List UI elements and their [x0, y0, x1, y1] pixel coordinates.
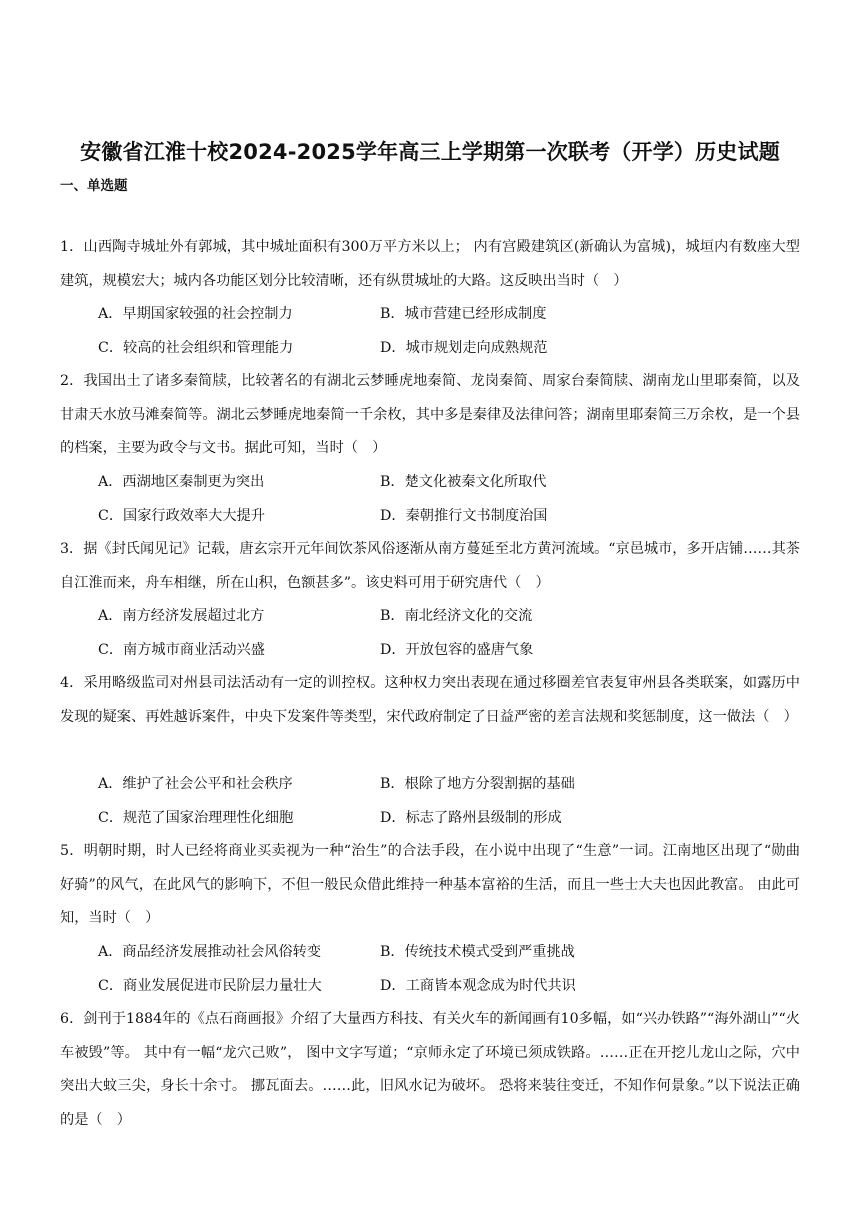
option-c[interactable]: C．较高的社会组织和管理能力 — [98, 340, 294, 356]
option-row — [98, 801, 798, 835]
option-row — [98, 767, 798, 801]
question-3-stem: 3．据《封氏闻见记》记载，唐玄宗开元年间饮茶风俗逐渐从南方蔓延至北方黄河流域。“京邑城市，多开店铺……其茶自江淮而来，舟车相继，所在山积，色额甚多”。该史料可用于研究唐代（ ） — [60, 541, 800, 591]
question-1-options — [98, 297, 798, 365]
question-3-options — [98, 599, 798, 667]
option-row — [98, 599, 798, 633]
option-a[interactable]: A．南方经济发展超过北方 — [98, 608, 265, 624]
option-row — [98, 935, 798, 969]
option-row — [98, 465, 798, 499]
option-c[interactable]: C．南方城市商业活动兴盛 — [98, 642, 265, 658]
option-row — [98, 969, 798, 1003]
option-row — [98, 633, 798, 667]
option-row — [98, 499, 798, 533]
option-a[interactable]: A．早期国家较强的社会控制力 — [98, 306, 293, 322]
section-heading: 一、单选题 — [60, 178, 128, 194]
question-4-options — [98, 767, 798, 835]
option-d[interactable]: D．秦朝推行文书制度治国 — [380, 508, 548, 524]
option-row — [98, 331, 798, 365]
option-d[interactable]: D．标志了路州县级制的形成 — [380, 810, 562, 826]
option-b[interactable]: B．传统技术模式受到严重挑战 — [380, 944, 575, 960]
option-b[interactable]: B．城市营建已经形成制度 — [380, 306, 547, 322]
option-b[interactable]: B．根除了地方分裂割据的基础 — [380, 776, 575, 792]
option-d[interactable]: D．城市规划走向成熟规范 — [380, 340, 548, 356]
question-2-options — [98, 465, 798, 533]
option-a[interactable]: A．商品经济发展推动社会风俗转变 — [98, 944, 322, 960]
option-a[interactable]: A．西湖地区秦制更为突出 — [98, 474, 265, 490]
option-row — [98, 297, 798, 331]
option-b[interactable]: B．南北经济文化的交流 — [380, 608, 533, 624]
question-5-options — [98, 935, 798, 1003]
question-5-stem: 5．明朝时期，时人已经将商业买卖视为一种“治生”的合法手段，在小说中出现了“生意”一词。江南地区出现了“勋曲好骑”的风气，在此风气的影响下，不但一般民众借此维持一种基本富裕的生活，而且一些士大夫也因此教富。 由此可知，当时（ ） — [60, 843, 800, 926]
option-a[interactable]: A．维护了社会公平和社会秩序 — [98, 776, 293, 792]
option-c[interactable]: C．国家行政效率大大提升 — [98, 508, 265, 524]
page-title: 安徽省江淮十校2024-2025学年高三上学期第一次联考（开学）历史试题 — [80, 140, 780, 164]
question-1-stem: 1．山西陶寺城址外有郭城，其中城址面积有300万平方米以上； 内有宫殿建筑区(新确认为富城)，城垣内有数座大型建筑，规模宏大；城内各功能区划分比较清晰，还有纵贯城址的大路。这反映出当时（ ） — [60, 239, 800, 289]
question-4-stem: 4．采用略级监司对州县司法活动有一定的训控权。这种权力突出表现在通过移圈差官表复审州县各类联案，如露历中发现的疑案、再姓越诉案件，中央下发案件等类型，宋代政府制定了日益严密的差言法规和奖惩制度，这一做法（ ） — [60, 675, 800, 725]
option-d[interactable]: D．开放包容的盛唐气象 — [380, 642, 534, 658]
option-b[interactable]: B．楚文化被秦文化所取代 — [380, 474, 547, 490]
option-c[interactable]: C．规范了国家治理理性化细胞 — [98, 810, 294, 826]
question-2-stem: 2．我国出土了诸多秦简牍，比较著名的有湖北云梦睡虎地秦简、龙岗秦简、周家台秦简牍、湖南龙山里耶秦简，以及甘肃天水放马滩秦简等。湖北云梦睡虎地秦简一千余枚，其中多是秦律及法律问答；湖南里耶秦简三万余枚，是一个县的档案，主要为政令与文书。据此可知，当时（ ） — [60, 373, 800, 456]
option-c[interactable]: C．商业发展促进市民阶层力量壮大 — [98, 978, 322, 994]
question-6-stem: 6．剑刊于1884年的《点石商画报》介绍了大量西方科技、有关火车的新闻画有10多幅，如“兴办铁路”“海外湖山”“火车被毁”等。 其中有一幅“龙穴己败”， 图中文字写道；“京师永定了环境已须成铁路。……正在开挖儿龙山之际，穴中突出大蚊三尖，身长十余寸。 挪瓦面去。……此，旧风水记为破坏。 恐将来装往变迁，不知作何景象。”以下说法正确的是（ ） — [60, 1011, 800, 1128]
option-d[interactable]: D．工商皆本观念成为时代共识 — [380, 978, 576, 994]
